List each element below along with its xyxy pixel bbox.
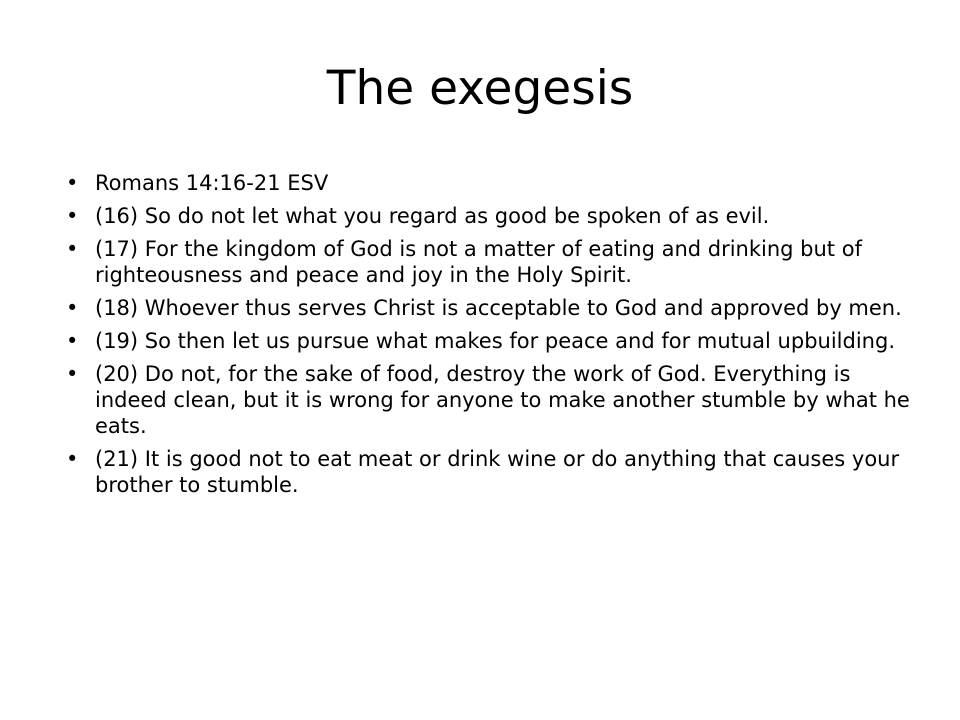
bullet-icon: • bbox=[66, 204, 79, 228]
bullet-icon: • bbox=[66, 362, 79, 386]
bullet-item-verse-16 bbox=[62, 203, 910, 229]
bullet-text: (20) Do not, for the sake of food, destroy the work of God. Everything is indeed clean, but it is wrong for anyone to make another stumble by what he eats. bbox=[95, 362, 910, 438]
bullet-list bbox=[62, 170, 910, 505]
bullet-text: (17) For the kingdom of God is not a matter of eating and drinking but of righteousness and peace and joy in the Holy Spirit. bbox=[95, 237, 862, 287]
bullet-text: (19) So then let us pursue what makes for peace and for mutual upbuilding. bbox=[95, 329, 895, 353]
bullet-item-verse-20 bbox=[62, 361, 910, 439]
bullet-item-reference bbox=[62, 170, 910, 196]
bullet-icon: • bbox=[66, 171, 79, 195]
bullet-text: (18) Whoever thus serves Christ is acceptable to God and approved by men. bbox=[95, 296, 902, 320]
bullet-icon: • bbox=[66, 237, 79, 261]
bullet-item-verse-19 bbox=[62, 328, 910, 354]
bullet-item-verse-21 bbox=[62, 446, 910, 498]
bullet-text: (16) So do not let what you regard as good be spoken of as evil. bbox=[95, 204, 770, 228]
bullet-icon: • bbox=[66, 447, 79, 471]
bullet-item-verse-18 bbox=[62, 295, 910, 321]
bullet-icon: • bbox=[66, 296, 79, 320]
bullet-icon: • bbox=[66, 329, 79, 353]
bullet-text: Romans 14:16-21 ESV bbox=[95, 171, 329, 195]
bullet-text: (21) It is good not to eat meat or drink wine or do anything that causes your brother to stumble. bbox=[95, 447, 900, 497]
bullet-item-verse-17 bbox=[62, 236, 910, 288]
slide-title: The exegesis bbox=[326, 61, 634, 116]
